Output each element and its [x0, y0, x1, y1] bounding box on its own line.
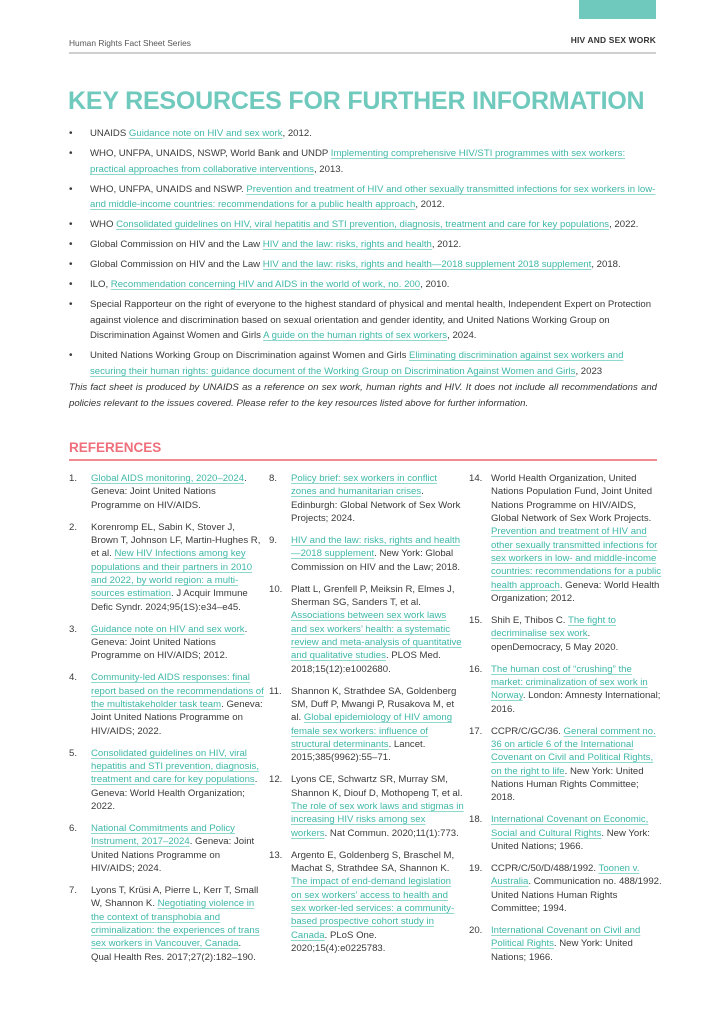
key-resources-list — [69, 126, 659, 384]
reference-item — [269, 849, 464, 956]
reference-item — [269, 534, 464, 574]
resource-item — [69, 237, 659, 253]
reference-publisher: . New York: United Nations Human Rights Committee; 2018. — [491, 765, 644, 804]
reference-link[interactable]: Negotiating violence in the context of transphobia and criminalization: the experiences of trans sex workers in Vancouver, Canada — [91, 898, 260, 950]
resource-link[interactable]: Prevention and treatment of HIV and other sexually transmitted infections for sex workers in low- and middle-income countries: recommendations for a public health approach — [90, 183, 656, 210]
disclaimer-text: This fact sheet is produced by UNAIDS as a reference on sex work, human rights and HIV. It does not include all recommendations and policies relevant to the issues covered. Please refer to the key resources listed above for further information. — [69, 382, 657, 409]
resource-source: Global Commission on HIV and the Law — [90, 259, 263, 270]
reference-authors: Lyons CE, Schwartz SR, Murray SM, Shannon K, Diouf D, Mothopeng T, et al. — [291, 774, 463, 799]
reference-publisher: . Edinburgh: Global Network of Sex Work Projects; 2024. — [291, 486, 461, 525]
reference-item — [469, 663, 664, 716]
resource-source: ILO, — [90, 279, 111, 290]
bullet-icon: • — [69, 259, 73, 270]
reference-publisher: . Geneva: World Health Organization; 2022. — [91, 774, 258, 812]
header-accent-tab — [579, 0, 656, 19]
bullet-icon: • — [69, 299, 73, 310]
reference-link[interactable]: Consolidated guidelines on HIV, viral hepatitis and STI prevention, diagnosis, treatment and care for key populations — [91, 747, 259, 786]
reference-item — [469, 924, 664, 964]
resource-link[interactable]: HIV and the law: risks, rights and health — [262, 239, 432, 250]
reference-number: 4. — [69, 672, 78, 684]
reference-number: 6. — [69, 822, 78, 834]
reference-link[interactable]: Global epidemiology of HIV among female sex workers: influence of structural determinants — [291, 712, 453, 750]
reference-number: 15. — [469, 615, 483, 627]
reference-number: 14. — [469, 473, 483, 484]
resource-year: , 2013. — [313, 163, 344, 175]
reference-publisher: . J Acquir Immune Defic Syndr. 2024;95(1S):e34–e45. — [91, 588, 248, 613]
bullet-icon: • — [69, 183, 73, 195]
references-column-1 — [69, 472, 264, 973]
reference-number: 18. — [469, 814, 483, 826]
reference-publisher: . Geneva: Joint United Nations Programme on HIV/AIDS; 2012. — [91, 623, 248, 662]
bullet-icon: • — [69, 239, 73, 250]
reference-number: 17. — [469, 725, 483, 737]
reference-link[interactable]: Prevention and treatment of HIV and other sexually transmitted infections for sex workers in low- and middle-income countries: recommendations for a public health approach — [491, 526, 662, 591]
reference-number: 11. — [269, 685, 282, 697]
reference-publisher: . PLoS One. 2020;15(4):e0225783. — [291, 929, 386, 954]
reference-item — [469, 862, 664, 915]
reference-link[interactable]: Policy brief: sex workers in conflict zones and humanitarian crises — [291, 473, 438, 498]
reference-number: 7. — [69, 884, 78, 896]
reference-number: 3. — [69, 623, 78, 635]
resource-link[interactable]: Recommendation concerning HIV and AIDS in the world of work, no. 200 — [110, 279, 421, 290]
reference-publisher: . New York: United Nations; 1966. — [491, 938, 633, 963]
reference-number: 9. — [269, 534, 278, 546]
resource-source: WHO, UNFPA, UNAIDS and NSWP. — [90, 183, 247, 195]
resource-year: , 2010. — [420, 279, 450, 290]
reference-item — [269, 583, 464, 676]
reference-link[interactable]: The impact of end-demand legislation on sex workers’ access to health and sex worker-led services: a community-based prospective cohort study in Canada — [291, 876, 455, 941]
bullet-icon: • — [69, 128, 73, 139]
reference-publisher: . Geneva: World Health Organization; 2012. — [491, 579, 660, 605]
reference-item — [269, 685, 464, 765]
page-title: KEY RESOURCES FOR FURTHER INFORMATION — [68, 87, 645, 115]
reference-publisher: . PLOS Med. 2018;15(12):e1002680. — [291, 650, 441, 675]
reference-item — [69, 521, 264, 614]
resource-source: WHO — [90, 219, 117, 230]
reference-publisher: . Geneva: Joint United Nations Programme on HIV/AIDS; 2024. — [91, 836, 255, 874]
reference-item — [269, 773, 464, 840]
resource-item — [69, 297, 659, 344]
resource-year: , 2012. — [282, 128, 312, 139]
reference-link[interactable]: General comment no. 36 on article 6 of the International Covenant on Civil and Political Rights, on the right to life — [491, 725, 656, 777]
resource-source: UNAIDS — [90, 128, 129, 139]
reference-number: 8. — [269, 473, 278, 484]
reference-number: 16. — [469, 663, 483, 675]
resource-item — [69, 217, 659, 233]
reference-link[interactable]: HIV and the law: risks, rights and health—2018 supplement — [291, 534, 461, 560]
resource-item — [69, 348, 659, 379]
reference-item — [469, 614, 664, 654]
reference-publisher: . Geneva: Joint United Nations Programme on HIV/AIDS; 2022. — [91, 698, 263, 737]
reference-publisher: . Lancet. 2015;385(9962):55–71. — [291, 738, 426, 764]
page-header — [69, 31, 656, 54]
references-column-2 — [269, 472, 464, 964]
reference-link[interactable]: The role of sex work laws and stigmas in increasing HIV risks among sex workers — [291, 800, 464, 839]
resource-link[interactable]: HIV and the law: risks, rights and health—2018 supplement 2018 supplement — [262, 259, 592, 270]
reference-publisher: . New York: United Nations; 1966. — [491, 827, 650, 852]
reference-number: 13. — [269, 849, 283, 861]
reference-number: 12. — [269, 774, 283, 786]
reference-item — [469, 472, 664, 605]
resource-source: WHO, UNFPA, UNAIDS, NSWP, World Bank and UNDP — [90, 148, 331, 159]
reference-item — [269, 472, 464, 525]
reference-publisher: . Qual Health Res. 2017;27(2):182–190. — [91, 938, 256, 963]
resource-item — [69, 182, 659, 213]
reference-item — [69, 623, 264, 663]
resource-source: Special Rapporteur on the right of everyone to the highest standard of physical and mental health, Independent Expert on Protection against violence and discrimination based on sexual orientation and gender identity, and United Nations Working Group on Discrimination Against Women and Girls — [90, 299, 652, 341]
bullet-icon: • — [69, 279, 73, 290]
bullet-icon: • — [69, 219, 73, 230]
resource-link[interactable]: Implementing comprehensive HIV/STI programmes with sex workers: practical approaches from collaborative interventions — [90, 148, 626, 175]
resource-source: United Nations Working Group on Discrimination against Women and Girls — [90, 350, 410, 361]
reference-authors: Shannon K, Strathdee SA, Goldenberg SM, Duff P, Mwangi P, Rusakova M, et al. — [291, 685, 457, 724]
resource-year: , 2012. — [415, 199, 445, 210]
reference-authors: Argento E, Goldenberg S, Braschel M, Machat S, Strathdee SA, Shannon K. — [291, 849, 455, 874]
reference-authors: Shih E, Thibos C. — [491, 615, 568, 627]
reference-item — [469, 813, 664, 853]
reference-publisher: . Nat Commun. 2020;11(1):773. — [324, 827, 459, 839]
resource-link[interactable]: Eliminating discrimination against sex workers and securing their human rights: guidance document of the Working Group on Discrimination Against Women and Girls — [90, 350, 624, 377]
reference-link[interactable]: International Covenant on Economic, Social and Cultural Rights — [491, 814, 649, 839]
reference-number: 20. — [469, 924, 483, 936]
reference-item — [69, 472, 264, 512]
references-column-3 — [469, 472, 664, 973]
reference-publisher: . Communication no. 488/1992. United Nations Human Rights Committee; 1994. — [491, 876, 662, 914]
reference-item — [69, 822, 264, 875]
reference-link[interactable]: Guidance note on HIV and sex work — [91, 623, 245, 635]
reference-link[interactable]: The fight to decriminalise sex work — [491, 615, 616, 640]
resource-item — [69, 257, 659, 273]
reference-link[interactable]: New HIV Infections among key populations and their partners in 2010 and 2022, by world region: a multi-sources estimation — [91, 548, 253, 600]
resource-source: Global Commission on HIV and the Law — [90, 239, 263, 250]
reference-number: 19. — [469, 862, 483, 874]
reference-link[interactable]: Toonen v. Australia — [491, 862, 640, 888]
reference-number: 2. — [69, 521, 78, 533]
resource-item — [69, 126, 659, 142]
reference-item — [469, 725, 664, 805]
reference-link[interactable]: National Commitments and Policy Instrument, 2017–2024 — [91, 822, 235, 848]
reference-link[interactable]: The human cost of “crushing” the market: criminalization of sex work in Norway — [491, 663, 648, 702]
references-title: REFERENCES — [69, 440, 162, 455]
reference-publisher: . Geneva: Joint United Nations Programme on HIV/AIDS. — [91, 473, 247, 511]
reference-link[interactable]: Global AIDS monitoring, 2020–2024 — [91, 473, 245, 484]
reference-link[interactable]: International Covenant on Civil and Political Rights — [491, 924, 641, 950]
resource-item — [69, 146, 659, 177]
resource-year: , 2023 — [575, 365, 603, 377]
reference-item — [69, 747, 264, 814]
reference-link[interactable]: Community-led AIDS responses: final report based on the recommendations of the multistakeholder task team — [91, 672, 264, 710]
bullet-icon: • — [69, 350, 73, 361]
reference-authors: CCPR/C/50/D/488/1992. — [491, 862, 599, 874]
resource-link[interactable]: A guide on the human rights of sex workers — [263, 330, 448, 341]
topic-label: HIV AND SEX WORK — [570, 35, 656, 45]
reference-authors: Platt L, Grenfell P, Meiksin R, Elmes J, Sherman SG, Sanders T, et al. — [291, 583, 455, 608]
reference-item — [69, 671, 264, 738]
resource-year: , 2018. — [591, 259, 621, 270]
reference-number: 10. — [269, 583, 283, 595]
resource-year: , 2012. — [431, 239, 462, 250]
resource-year: , 2022. — [609, 219, 639, 230]
reference-link[interactable]: Associations between sex work laws and sex workers’ health: a systematic review and meta-analysis of quantitative and qualitative studies — [291, 610, 462, 662]
reference-publisher: . New York: Global Commission on HIV and the Law; 2018. — [291, 548, 461, 573]
reference-item — [69, 884, 264, 964]
series-label: Human Rights Fact Sheet Series — [69, 38, 191, 48]
bullet-icon: • — [69, 148, 73, 159]
resource-link[interactable]: Consolidated guidelines on HIV, viral hepatitis and STI prevention, diagnosis, treatment and care for key populations — [116, 219, 610, 230]
reference-authors: Lyons T, Krüsi A, Pierre L, Kerr T, Small W, Shannon K. — [91, 884, 259, 910]
reference-authors: World Health Organization, United Nations Population Fund, Joint United Nations Programme on HIV/AIDS, Global Network of Sex Work Projects. — [491, 473, 653, 525]
reference-authors: Korenromp EL, Sabin K, Stover J, Brown T, Johnson LF, Martin-Hughes R, et al. — [91, 521, 261, 560]
reference-publisher: . London: Amnesty International; 2016. — [491, 690, 661, 715]
reference-number: 5. — [69, 747, 78, 759]
references-heading — [69, 439, 657, 461]
resource-link[interactable]: Guidance note on HIV and sex work — [128, 128, 283, 139]
reference-publisher: . openDemocracy, 5 May 2020. — [491, 628, 619, 653]
resource-year: , 2024. — [447, 330, 477, 341]
reference-authors: CCPR/C/GC/36. — [491, 725, 564, 737]
reference-number: 1. — [69, 473, 78, 484]
resource-item — [69, 277, 659, 293]
